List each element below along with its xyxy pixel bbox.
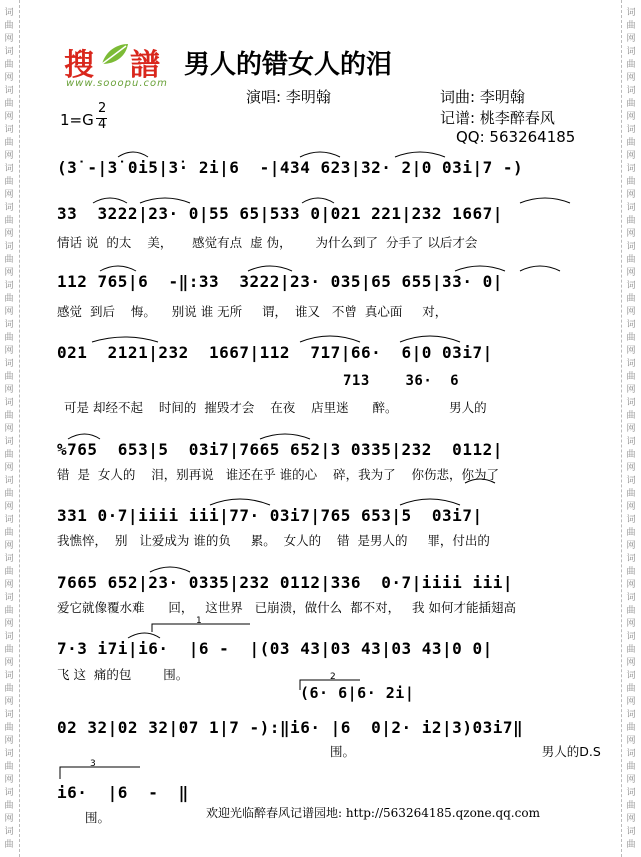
watermark-glyph: 网: [4, 736, 14, 746]
watermark-glyph: 曲: [4, 177, 14, 187]
watermark-glyph: 词: [4, 593, 14, 603]
time-signature-numerator: 2: [98, 101, 107, 116]
transcriber: 记谱: 桃李醉春风: [440, 109, 555, 127]
lyrics-line-6: 我憔悴， 别 让爱成为 谁的负 累。 女人的 错 是男人的 罪，付出的: [57, 533, 490, 548]
watermark-glyph: 网: [626, 697, 636, 707]
watermark-glyph: 曲: [4, 606, 14, 616]
singer: 演唱: 李明翰: [246, 88, 331, 106]
watermark-glyph: 曲: [626, 684, 636, 694]
watermark-glyph: 词: [626, 125, 636, 135]
watermark-glyph: 词: [626, 164, 636, 174]
watermark-glyph: 曲: [4, 801, 14, 811]
watermark-glyph: 词: [626, 710, 636, 720]
watermark-glyph: 曲: [4, 294, 14, 304]
lyrics-line-4: 可是 却经不起 时间的 摧毁才会 在夜 店里迷 醉。 男人的: [64, 400, 487, 415]
score-line-7: 7665 652|23· 0335|232 0112|336 0·7|iiii iii|: [57, 573, 513, 592]
watermark-glyph: 网: [4, 775, 14, 785]
score-line-5: %765 653|5 03i7|7665 652|3 0335|232 0112|: [57, 440, 503, 459]
watermark-glyph: 曲: [626, 450, 636, 460]
watermark-glyph: 网: [626, 658, 636, 668]
watermark-glyph: 词: [4, 359, 14, 369]
watermark-glyph: 网: [4, 697, 14, 707]
watermark-glyph: 词: [4, 437, 14, 447]
watermark-glyph: 网: [626, 541, 636, 551]
watermark-glyph: 网: [4, 619, 14, 629]
watermark-glyph: 网: [626, 736, 636, 746]
watermark-glyph: 曲: [626, 606, 636, 616]
watermark-glyph: 词: [626, 203, 636, 213]
watermark-glyph: 词: [4, 242, 14, 252]
watermark-glyph: 网: [626, 346, 636, 356]
watermark-glyph: 曲: [626, 372, 636, 382]
watermark-glyph: 网: [626, 619, 636, 629]
lyrics-line-7: 爱它就像覆水难 回， 这世界 已崩溃，做什么 都不对， 我 如何才能插翅高: [57, 600, 517, 615]
watermark-glyph: 网: [4, 385, 14, 395]
logo-char-1: 搜: [64, 48, 94, 83]
watermark-glyph: 曲: [4, 333, 14, 343]
key-signature: 1=G: [60, 111, 94, 129]
watermark-glyph: 网: [4, 151, 14, 161]
watermark-glyph: 词: [626, 86, 636, 96]
watermark-glyph: 词: [4, 164, 14, 174]
watermark-glyph: 曲: [626, 333, 636, 343]
watermark-glyph: 网: [626, 385, 636, 395]
watermark-glyph: 曲: [626, 528, 636, 538]
watermark-glyph: 词: [626, 8, 636, 18]
watermark-glyph: 词: [626, 47, 636, 57]
watermark-glyph: 词: [4, 320, 14, 330]
watermark-glyph: 词: [4, 827, 14, 837]
watermark-glyph: 网: [626, 229, 636, 239]
watermark-glyph: 网: [4, 268, 14, 278]
watermark-glyph: 词: [4, 398, 14, 408]
watermark-glyph: 词: [626, 437, 636, 447]
watermark-glyph: 曲: [626, 411, 636, 421]
watermark-glyph: 网: [626, 814, 636, 824]
lyrics-line-3: 感觉 到后 悔。 别说 谁 无所 谓， 谁又 不曾 真心面 对，: [57, 304, 448, 319]
watermark-glyph: 网: [4, 346, 14, 356]
watermark-glyph: 网: [4, 112, 14, 122]
watermark-glyph: 曲: [4, 528, 14, 538]
watermark-glyph: 网: [626, 307, 636, 317]
watermark-glyph: 词: [4, 710, 14, 720]
watermark-glyph: 曲: [626, 840, 636, 850]
watermark-glyph: 曲: [626, 216, 636, 226]
watermark-glyph: 网: [626, 151, 636, 161]
watermark-glyph: 词: [626, 554, 636, 564]
watermark-glyph: 曲: [4, 216, 14, 226]
logo-char-2: 譜: [130, 48, 160, 83]
watermark-glyph: 词: [4, 203, 14, 213]
watermark-glyph: 网: [4, 190, 14, 200]
watermark-glyph: 网: [4, 229, 14, 239]
watermark-glyph: 网: [626, 463, 636, 473]
watermark-glyph: 词: [4, 515, 14, 525]
watermark-glyph: 曲: [4, 762, 14, 772]
watermark-glyph: 词: [4, 125, 14, 135]
watermark-glyph: 网: [4, 541, 14, 551]
watermark-glyph: 曲: [4, 372, 14, 382]
watermark-glyph: 词: [4, 554, 14, 564]
watermark-glyph: 网: [626, 34, 636, 44]
watermark-glyph: 网: [4, 424, 14, 434]
score-line-2: 33 3222|23· 0|55 65|533 0|021 221|232 1667|: [57, 204, 503, 223]
volta-1-label: 1: [196, 616, 202, 626]
watermark-glyph: 曲: [4, 60, 14, 70]
score-line-9: 02 32|02 32|07 1|7 -):‖i6· |6 0|2· i2|3)03i7‖: [57, 718, 524, 737]
watermark-glyph: 曲: [626, 294, 636, 304]
score-line-4: 021 2121|232 1667|112 717|66· 6|0 03i7|: [57, 343, 493, 362]
lyrics-line-9: 围。 男人的D.S: [330, 744, 601, 759]
watermark-glyph: 词: [626, 671, 636, 681]
watermark-glyph: 曲: [4, 723, 14, 733]
score-line-4-harmony: 713 36· 6: [343, 373, 460, 389]
watermark-glyph: 曲: [4, 450, 14, 460]
watermark-glyph: 词: [626, 788, 636, 798]
watermark-glyph: 曲: [4, 255, 14, 265]
watermark-glyph: 词: [4, 476, 14, 486]
watermark-glyph: 词: [4, 788, 14, 798]
volta-2-label: 2: [330, 672, 336, 682]
watermark-glyph: 曲: [626, 21, 636, 31]
score-line-1: (3̇ -|3̇ 0i5|3̇· 2i|6 -|434 623|32· 2|0 03i|7 -): [57, 158, 524, 177]
watermark-glyph: 网: [626, 580, 636, 590]
score-line-6: 331 0·7|iiii iii|77· 03i7|765 653|5 03i7|: [57, 506, 483, 525]
footer-text: 欢迎光临醉春风记谱园地: http://563264185.qzone.qq.com: [206, 806, 540, 820]
score-line-10: i6· |6 - ‖: [57, 783, 189, 802]
time-signature-denominator: 4: [98, 117, 107, 132]
watermark-glyph: 网: [626, 424, 636, 434]
watermark-glyph: 曲: [4, 411, 14, 421]
watermark-glyph: 网: [626, 775, 636, 785]
watermark-glyph: 曲: [626, 99, 636, 109]
score-line-9-upper: (6· 6|6· 2i|: [300, 684, 415, 702]
logo-url: www.sooopu.com: [66, 78, 168, 89]
watermark-glyph: 网: [626, 502, 636, 512]
watermark-glyph: 曲: [4, 645, 14, 655]
watermark-glyph: 曲: [626, 138, 636, 148]
lyrics-line-8: 飞 这 痛的包 围。: [57, 667, 189, 682]
qq-number: QQ: 563264185: [456, 128, 576, 146]
watermark-glyph: 网: [626, 73, 636, 83]
watermark-glyph: 词: [4, 671, 14, 681]
watermark-glyph: 词: [626, 242, 636, 252]
watermark-glyph: 曲: [626, 723, 636, 733]
watermark-glyph: 词: [626, 593, 636, 603]
watermark-glyph: 网: [4, 34, 14, 44]
watermark-glyph: 网: [4, 463, 14, 473]
score-line-8: 7·3 i7i|i6· |6 - |(03 43|03 43|03 43|0 0|: [57, 639, 493, 658]
watermark-glyph: 网: [626, 190, 636, 200]
watermark-glyph: 网: [4, 814, 14, 824]
watermark-glyph: 词: [4, 632, 14, 642]
watermark-glyph: 网: [4, 307, 14, 317]
watermark-glyph: 曲: [4, 138, 14, 148]
lyrics-line-10: 围。: [85, 810, 111, 825]
watermark-glyph: 词: [626, 281, 636, 291]
watermark-glyph: 网: [4, 502, 14, 512]
watermark-glyph: 曲: [4, 684, 14, 694]
watermark-glyph: 曲: [626, 489, 636, 499]
watermark-glyph: 词: [4, 47, 14, 57]
watermark-glyph: 曲: [4, 567, 14, 577]
song-title: 男人的错女人的泪: [184, 50, 393, 80]
watermark-glyph: 词: [626, 749, 636, 759]
watermark-glyph: 曲: [626, 645, 636, 655]
watermark-glyph: 网: [4, 73, 14, 83]
watermark-glyph: 词: [626, 398, 636, 408]
watermark-glyph: 词: [626, 515, 636, 525]
score-line-3: 112 765|6 -‖:33 3222|23· 035|65 655|33· 0|: [57, 272, 503, 291]
watermark-glyph: 词: [626, 359, 636, 369]
watermark-glyph: 词: [626, 827, 636, 837]
watermark-glyph: 词: [4, 749, 14, 759]
watermark-glyph: 曲: [4, 840, 14, 850]
volta-3-label: 3: [90, 759, 96, 769]
watermark-glyph: 网: [4, 658, 14, 668]
watermark-glyph: 词: [626, 632, 636, 642]
lyrics-line-5: 错 是 女人的 泪，别再说 谁还在乎 谁的心 碎，我为了 你伤悲，你为了: [57, 467, 499, 482]
watermark-glyph: 词: [626, 320, 636, 330]
watermark-glyph: 曲: [4, 489, 14, 499]
watermark-glyph: 词: [4, 86, 14, 96]
watermark-glyph: 词: [4, 281, 14, 291]
watermark-glyph: 词: [4, 8, 14, 18]
watermark-glyph: 曲: [4, 99, 14, 109]
watermark-glyph: 曲: [626, 801, 636, 811]
watermark-glyph: 曲: [4, 21, 14, 31]
watermark-glyph: 曲: [626, 177, 636, 187]
watermark-glyph: 曲: [626, 762, 636, 772]
watermark-glyph: 曲: [626, 567, 636, 577]
lyrics-line-2: 情话 说 的太 美， 感觉有点 虚 伪， 为什么到了 分手了 以后才会: [57, 235, 478, 250]
watermark-glyph: 词: [626, 476, 636, 486]
watermark-glyph: 曲: [626, 60, 636, 70]
watermark-glyph: 曲: [626, 255, 636, 265]
watermark-glyph: 网: [626, 268, 636, 278]
watermark-glyph: 网: [626, 112, 636, 122]
composer: 词曲: 李明翰: [440, 88, 525, 106]
watermark-glyph: 网: [4, 580, 14, 590]
